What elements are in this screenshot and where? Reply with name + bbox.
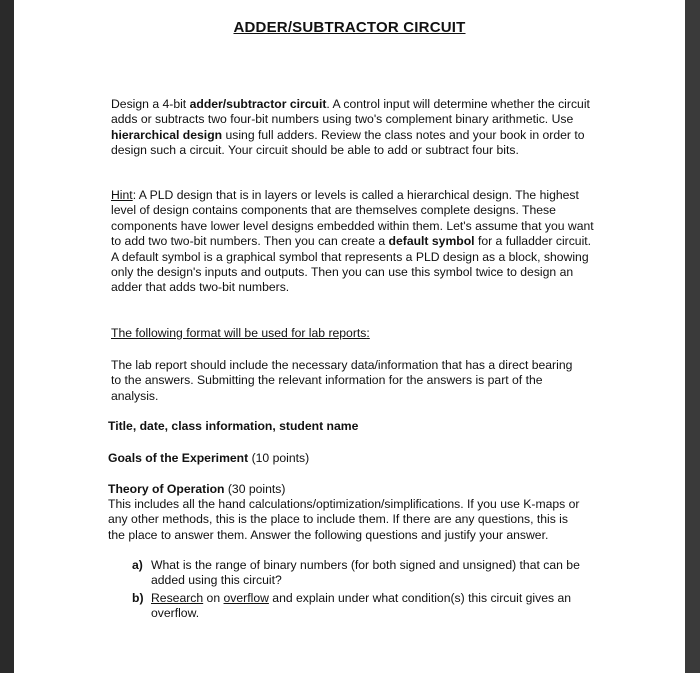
lab-report-paragraph: The lab report should include the necessary data/information that has a direct bearing to the answers. Submitting the relevant information for the answers is part of the analysis. [111, 358, 573, 403]
hint-text-2: for a fulladder circuit. A default symbol is a graphical symbol that represents a PLD design as a block, showing only the design's inputs and outputs. Then you can use this symbol twice to design an adder that adds two-bit numbers. [111, 234, 592, 295]
hint-paragraph [111, 188, 596, 296]
overflow-word: overflow [223, 590, 269, 605]
theory-points: (30 points) [224, 482, 286, 496]
question-text [151, 591, 571, 620]
question-text: What is the range of binary numbers (for both signed and unsigned) that can be added using this circuit? [151, 558, 580, 588]
intro-bold-1: adder/subtractor circuit [189, 97, 327, 111]
goals-heading [108, 451, 309, 466]
list-marker: b) [132, 590, 144, 605]
document-page [14, 0, 685, 673]
format-heading-text: The following format will be used for lab reports [111, 326, 367, 340]
format-heading-colon: : [366, 326, 370, 340]
intro-bold-2: hierarchical design [111, 127, 223, 142]
list-item [111, 558, 581, 589]
theory-heading [108, 482, 285, 497]
hint-label: Hint [111, 188, 133, 202]
goals-label: Goals of the Experiment [108, 451, 249, 465]
intro-text-1: Design a 4-bit [111, 97, 190, 111]
question-list [111, 558, 581, 624]
intro-text-3: using full adders. Review the class notes and your book in order to design such a circuit. Your circuit should be able to add or subtract four bits. [111, 127, 585, 158]
hint-bold-1: default symbol [388, 234, 475, 249]
format-heading [111, 326, 596, 341]
theory-label: Theory of Operation [108, 482, 225, 496]
theory-paragraph: This includes all the hand calculations/optimization/simplifications. If you use K-maps or any other methods, this is the place to include them. If there are any questions, this is the place to answer them. Answer the following questions and justify your answer. [108, 497, 580, 542]
question-b-text-1: on [203, 590, 224, 605]
intro-text-2: . A control input will determine whether the circuit adds or subtracts two four-bit numbers using two's complement binary arithmetic. Use [111, 97, 590, 127]
research-word: Research [151, 590, 204, 605]
hint-text-1: : A PLD design that is in layers or levels is called a hierarchical design. The highest level of design contains components that are themselves complete designs. These components have lower level designs embedded within them. Let's assume that you want to add two two-bit numbers. Then you can create a [111, 188, 594, 249]
heading-title-info: Title, date, class information, student name [108, 419, 359, 433]
page-title: ADDER/SUBTRACTOR CIRCUIT [233, 19, 466, 36]
right-edge-shadow [685, 0, 700, 673]
list-marker: a) [132, 558, 143, 572]
list-item [111, 591, 581, 622]
goals-points: (10 points) [248, 451, 310, 465]
question-b-text-2: and explain under what condition(s) this circuit gives an overflow. [151, 590, 572, 621]
intro-paragraph [111, 97, 596, 159]
